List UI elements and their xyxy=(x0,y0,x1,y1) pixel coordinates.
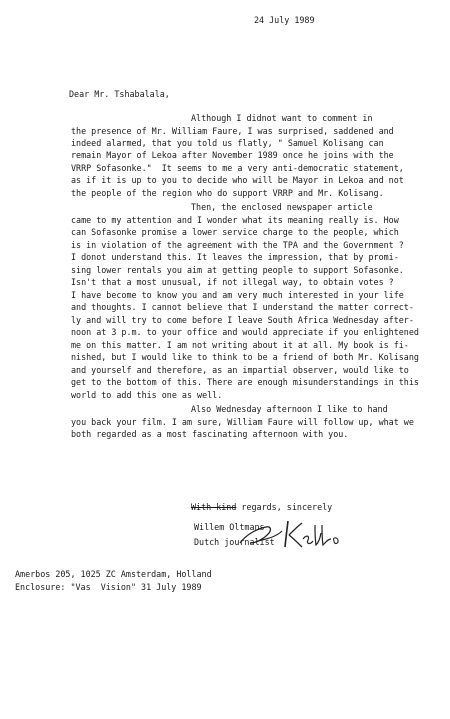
paragraph2-line: can Sofasonke promise a lower service charge to the people, which xyxy=(71,227,399,237)
paragraph1-line: VRRP Sofasonke." It seems to me a very anti-democratic statement, xyxy=(71,163,404,173)
paragraph2-line: is in violation of the agreement with the TPA and the Government ? xyxy=(71,240,404,250)
letter-date: 24 July 1989 xyxy=(254,15,315,25)
closing-text: regards, sincerely xyxy=(236,502,333,512)
paragraph2-line: and thoughts. I cannot believe that I understand the matter correct- xyxy=(71,302,414,312)
paragraph2-line: me on this matter. I am not writing about it at all. My book is fi- xyxy=(71,340,409,350)
paragraph2-line: I donot understand this. It leaves the impression, that by promi- xyxy=(71,252,399,262)
salutation: Dear Mr. Tshabalala, xyxy=(69,89,170,99)
paragraph2-line: get to the bottom of this. There are enough misunderstandings in this xyxy=(71,377,419,387)
paragraph2-line: and yourself and therefore, as an impartial observer, would like to xyxy=(71,365,409,375)
enclosure-note: Enclosure: "Vas Vision" 31 July 1989 xyxy=(15,582,202,592)
paragraph2-line: Isn't that a most unusual, if not illegal way, to obtain votes ? xyxy=(71,277,394,287)
paragraph2-line: came to my attention and I wonder what its meaning really is. How xyxy=(71,215,399,225)
sender-name: Willem Oltmans xyxy=(194,522,265,532)
paragraph3-line: both regarded as a most fascinating afternoon with you. xyxy=(71,429,349,439)
paragraph2-line: noon at 3 p.m. to your office and would appreciate if you enlightened xyxy=(71,327,419,337)
paragraph1-line: Although I didnot want to comment in xyxy=(191,113,373,123)
closing-line xyxy=(191,502,332,512)
paragraph2-line: world to add this one as well. xyxy=(71,390,223,400)
paragraph2-line: sing lower rentals you aim at getting people to support Sofasonke. xyxy=(71,265,404,275)
paragraph1-line: the presence of Mr. William Faure, I was surprised, saddened and xyxy=(71,126,394,136)
paragraph1-line: indeed alarmed, that you told us flatly, " Samuel Kolisang can xyxy=(71,138,384,148)
paragraph2-line: nished, but I would like to think to be a friend of both Mr. Kolisang xyxy=(71,352,419,362)
paragraph2-line: ly and will try to come before I leave South Africa Wednesday after- xyxy=(71,315,414,325)
paragraph2-line: Then, the enclosed newspaper article xyxy=(191,202,373,212)
paragraph1-line: as if it is up to you to decide who will be Mayor in Lekoa and not xyxy=(71,175,404,185)
paragraph3-line: you back your film. I am sure, William Faure will follow up, what we xyxy=(71,417,414,427)
sender-address: Amerbos 205, 1025 ZC Amsterdam, Holland xyxy=(15,569,212,579)
paragraph1-line: remain Mayor of Lekoa after November 1989 once he joins with the xyxy=(71,150,394,160)
sender-title: Dutch journalist xyxy=(194,537,275,547)
paragraph3-line: Also Wednesday afternoon I like to hand xyxy=(191,404,388,414)
paragraph1-line: the people of the region who do support VRRP and Mr. Kolisang. xyxy=(71,188,384,198)
paragraph2-line: I have become to know you and am very much interested in your life xyxy=(71,290,404,300)
closing-struck-text: With kind xyxy=(191,502,237,512)
